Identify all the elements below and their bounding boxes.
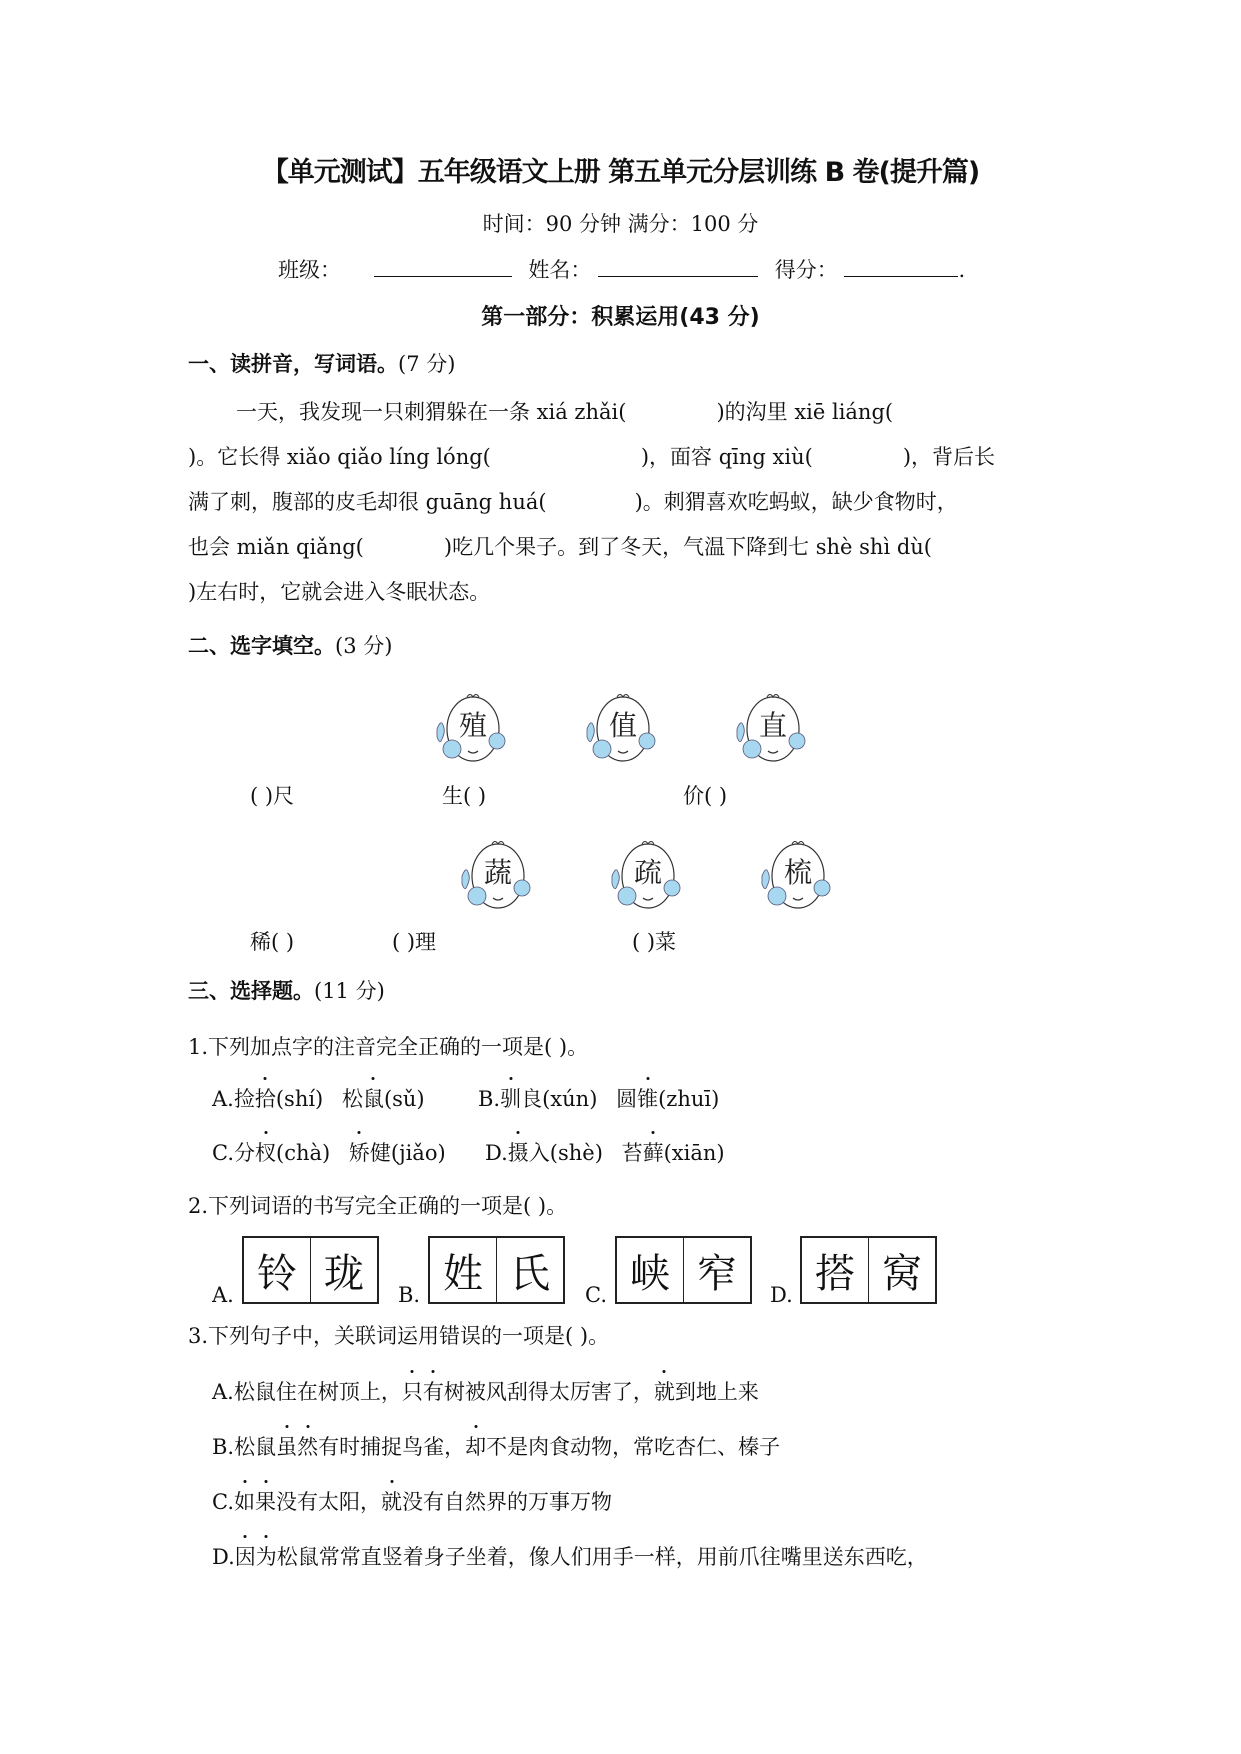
score-label: 得分：: [774, 258, 838, 282]
s1-text: 满了刺，腹部的皮毛却很 guāng huá(: [188, 490, 547, 514]
section2-title: [188, 630, 392, 660]
char: 入: [528, 1141, 550, 1165]
name-label: 姓名：: [528, 258, 592, 282]
face-icon: [725, 685, 815, 775]
tian-grid-char: 峡: [630, 1250, 670, 1297]
dotted-char: 为: [256, 1541, 277, 1571]
opt-label: B.: [478, 1087, 501, 1111]
section1-title: [188, 348, 455, 378]
face-char: 疏: [633, 856, 663, 889]
dotted-connective: [235, 1545, 277, 1569]
face-icon: [425, 685, 515, 775]
s1-line-3: [188, 486, 958, 516]
dotted-char: 就: [654, 1376, 675, 1406]
s1-line-4: [188, 531, 932, 561]
s1-line-5: )左右时，它就会进入冬眠状态。: [188, 580, 491, 604]
page-title: 【单元测试】五年级语文上册 第五单元分层训练 B 卷(提升篇): [261, 157, 980, 188]
tian-grid-char: 窝: [868, 1238, 935, 1302]
q3-option-d[interactable]: [212, 1541, 928, 1571]
opt-label: C.: [212, 1490, 234, 1514]
tian-grid-char: 珑: [310, 1238, 377, 1302]
dotted-connective: [381, 1490, 402, 1514]
section2-heading: 二、选字填空。: [188, 634, 335, 658]
q2-option-box-d[interactable]: [800, 1236, 937, 1304]
tian-grid-char: 铃: [257, 1250, 297, 1297]
tian-grid-char: 搭: [815, 1250, 855, 1297]
dotted-connective: [276, 1435, 318, 1459]
option-text: 到地上来: [674, 1380, 759, 1404]
dotted-char: 虽: [276, 1431, 297, 1461]
dotted-connective: [402, 1380, 444, 1404]
dotted-char: 拾: [255, 1083, 276, 1113]
fill-blank-5[interactable]: ( )理: [392, 930, 437, 954]
opt-label: D.: [485, 1141, 508, 1165]
face-icon: [450, 832, 540, 922]
char: 良: [521, 1087, 543, 1111]
dotted-char: 只: [402, 1376, 423, 1406]
dotted-char: 藓: [643, 1137, 664, 1167]
section1-heading: 一、读拼音，写词语。: [188, 352, 398, 376]
dotted-char: 矫: [349, 1137, 370, 1167]
dotted-char: 然: [297, 1431, 318, 1461]
q3-option-a[interactable]: [212, 1376, 759, 1406]
q2-option-label-a[interactable]: A.: [212, 1283, 234, 1307]
option-text: 松鼠常常直竖着身子坐着，像人们用手一样，用前爪往嘴里送东西吃，: [276, 1545, 928, 1569]
fill-blank-2[interactable]: 生( ): [442, 784, 487, 808]
field-end: .: [958, 258, 966, 282]
fill-blank-1[interactable]: ( )尺: [250, 784, 295, 808]
dotted-connective: [465, 1435, 486, 1459]
s1-text: 也会 miǎn qiǎng(: [188, 535, 364, 559]
face-icon: [600, 832, 690, 922]
dotted-char: 却: [465, 1431, 486, 1461]
option-text: 有时捕捉鸟雀，: [318, 1435, 466, 1459]
dotted-char: 果: [255, 1486, 276, 1516]
pinyin: (shí): [275, 1087, 324, 1111]
tian-grid-char: 氏: [496, 1238, 563, 1302]
s1-text: )，面容 qīng xiù(: [640, 445, 813, 469]
char: 圆: [616, 1087, 638, 1111]
dotted-char: 杈: [255, 1137, 276, 1167]
character-face-1: [425, 685, 515, 775]
dotted-char: 锥: [637, 1083, 658, 1113]
face-char: 殖: [458, 709, 488, 742]
s1-text: )，背后长: [902, 445, 996, 469]
dotted-connective: [654, 1380, 675, 1404]
character-face-5: [600, 832, 690, 922]
character-face-6: [750, 832, 840, 922]
class-label: 班级：: [278, 258, 341, 282]
dotted-char: 驯: [500, 1083, 521, 1113]
q1-option-d[interactable]: [485, 1137, 725, 1167]
exam-meta: 时间：90 分钟 满分：100 分: [482, 212, 759, 236]
option-text: 没有自然界的万事万物: [402, 1490, 612, 1514]
fill-blank-4[interactable]: 稀( ): [250, 930, 295, 954]
dotted-char: 摄: [508, 1137, 529, 1167]
char: 苔: [621, 1141, 643, 1165]
dotted-char: 有: [423, 1376, 444, 1406]
face-char: 直: [758, 709, 788, 742]
name-field[interactable]: [598, 258, 758, 277]
opt-label: A.: [212, 1380, 234, 1404]
char: 分: [234, 1141, 255, 1165]
char: 健: [369, 1141, 391, 1165]
q1-stem: 1.下列加点字的注音完全正确的一项是( )。: [188, 1035, 589, 1059]
pinyin: (zhuī): [658, 1087, 720, 1111]
pinyin: (xiān): [663, 1141, 725, 1165]
fill-blank-3[interactable]: 价( ): [683, 784, 728, 808]
face-char: 梳: [783, 856, 813, 889]
option-text: 树被风刮得太厉害了，: [443, 1380, 654, 1404]
pinyin: (shè): [549, 1141, 603, 1165]
pinyin: (jiǎo): [390, 1141, 446, 1165]
s1-text: )吃几个果子。到了冬天，气温下降到七 shè shì dù(: [443, 535, 933, 559]
char: 松: [341, 1087, 363, 1111]
section2-points: (3 分): [335, 634, 393, 658]
part1-title: 第一部分：积累运用(43 分): [481, 305, 760, 330]
option-text: 没有太阳，: [276, 1490, 381, 1514]
opt-label: C.: [212, 1141, 234, 1165]
dotted-char: 鼠: [363, 1083, 384, 1113]
opt-label: A.: [212, 1087, 234, 1111]
section3-title: [188, 975, 385, 1005]
s1-text: )。它长得 xiǎo qiǎo líng lóng(: [188, 445, 491, 469]
character-face-4: [450, 832, 540, 922]
s1-line-1: [236, 396, 893, 426]
q1-option-c[interactable]: [212, 1137, 446, 1167]
pinyin: (chà): [276, 1141, 331, 1165]
q2-stem: 2.下列词语的书写完全正确的一项是( )。: [188, 1194, 568, 1218]
pinyin: (xún): [542, 1087, 598, 1111]
class-field[interactable]: [374, 258, 512, 277]
q2-option-box-c[interactable]: [615, 1236, 752, 1304]
q2-option-label-b[interactable]: B.: [398, 1283, 421, 1307]
s1-text: )的沟里 xiē liáng(: [716, 400, 894, 424]
s1-text: 一天，我发现一只刺猬躲在一条 xiá zhǎi(: [236, 400, 627, 424]
section1-points: (7 分): [398, 352, 456, 376]
s1-text: )。刺猬喜欢吃蚂蚁，缺少食物时，: [634, 490, 958, 514]
dotted-char: 就: [381, 1486, 402, 1516]
opt-label: D.: [212, 1545, 235, 1569]
tian-grid-char: 姓: [443, 1250, 483, 1297]
opt-label: B.: [212, 1435, 235, 1459]
pinyin: (sǔ): [383, 1087, 425, 1111]
dotted-connective: [234, 1490, 276, 1514]
option-text: 松鼠: [234, 1435, 277, 1459]
face-char: 值: [608, 709, 638, 742]
student-info: [278, 254, 965, 284]
section3-heading: 三、选择题。: [188, 979, 314, 1003]
q1-option-a[interactable]: [212, 1083, 425, 1113]
char: 捡: [233, 1087, 255, 1111]
face-char: 蔬: [483, 856, 513, 889]
q2-option-box-b[interactable]: [428, 1236, 565, 1304]
fill-blank-6[interactable]: ( )菜: [632, 930, 677, 954]
q2-option-box-a[interactable]: [242, 1236, 379, 1304]
dotted-char: 因: [235, 1541, 256, 1571]
option-text: 不是肉食动物，常吃杏仁、榛子: [486, 1435, 781, 1459]
s1-line-2: [188, 441, 995, 471]
character-face-3: [725, 685, 815, 775]
q3-option-b[interactable]: [212, 1431, 780, 1461]
option-text: 松鼠住在树顶上，: [233, 1380, 402, 1404]
dotted-char: 如: [234, 1486, 255, 1516]
face-icon: [750, 832, 840, 922]
q2-option-label-d[interactable]: D.: [770, 1283, 793, 1307]
q2-option-label-c[interactable]: C.: [585, 1283, 607, 1307]
tian-grid-char: 窄: [683, 1238, 750, 1302]
section3-points: (11 分): [314, 979, 385, 1003]
character-face-2: [575, 685, 665, 775]
q1-option-b[interactable]: [478, 1083, 719, 1113]
score-field[interactable]: [844, 258, 958, 277]
q3-option-c[interactable]: [212, 1486, 612, 1516]
q3-stem: 3.下列句子中，关联词运用错误的一项是( )。: [188, 1324, 610, 1348]
face-icon: [575, 685, 665, 775]
